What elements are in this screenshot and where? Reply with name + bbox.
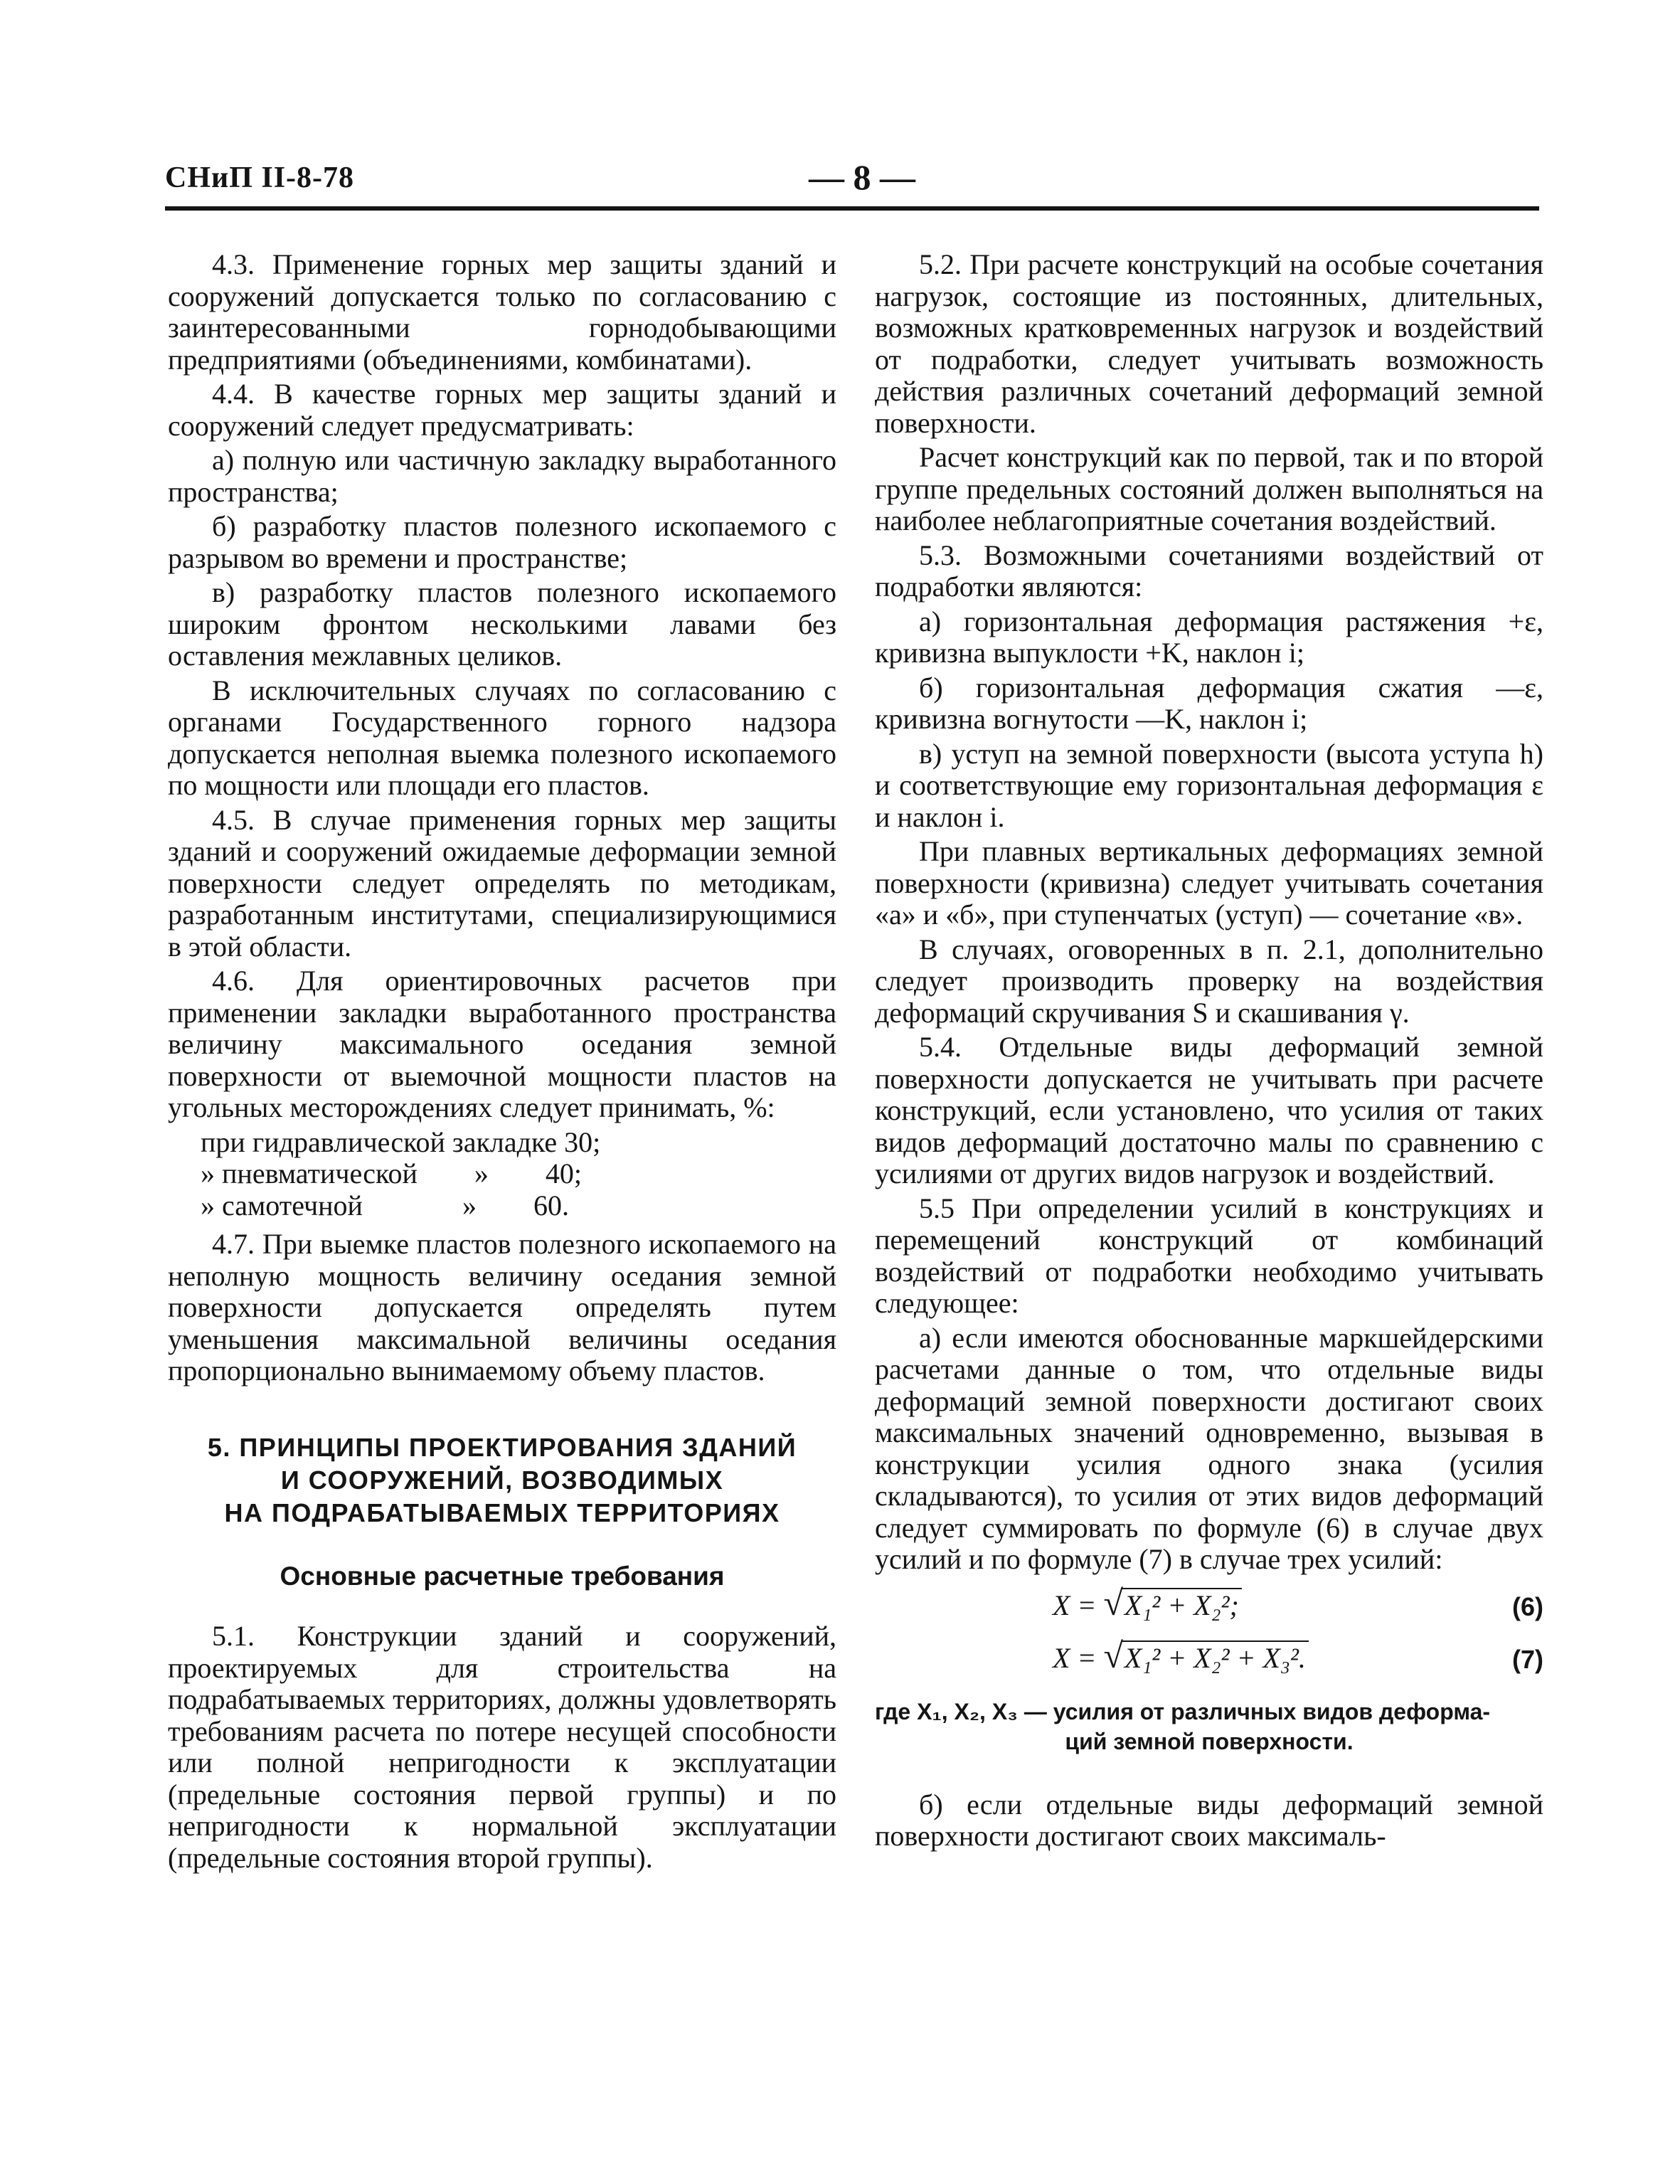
- paragraph-4-4-b: б) разработку пластов полезного ископаемого с разрывом во времени и пространстве;: [168, 510, 836, 574]
- paragraph-4-3: 4.3. Применение горных мер защиты зданий и сооружений допускается только по согласованию с заинтересованными горнодобывающими предприятиями (объединениями, комбинатами).: [168, 248, 836, 376]
- paragraph-5-5: 5.5 При определении усилий в конструкциях и перемещений конструкций от комбинаций воздействий от подработки необходимо учитывать следующее:: [875, 1192, 1543, 1319]
- radical-icon: √: [1103, 1582, 1123, 1623]
- page-number: — 8 —: [809, 157, 915, 197]
- formula-7-radicand: X₁² + X₂² + X₃².: [1122, 1640, 1309, 1674]
- paragraph-4-4-exception: В исключительных случаях по согласованию с органами Государственного горного надзора допускается неполная выемка полезного ископаемого по мощности или площади его пластов.: [168, 674, 836, 801]
- radical-icon: √: [1103, 1635, 1123, 1675]
- section-title-line-2: И СООРУЖЕНИЙ, ВОЗВОДИМЫХ: [280, 1465, 724, 1495]
- formula-6-number: (6): [1512, 1591, 1543, 1621]
- paragraph-4-4-v: в) разработку пластов полезного ископаемого широким фронтом несколькими лавами без оставления межлавных целиков.: [168, 576, 836, 672]
- paragraph-5-3-a: а) горизонтальная деформация растяжения +ε, кривизна выпуклости +K, наклон i;: [875, 605, 1543, 669]
- list-item-gravity: » самотечной » 60.: [201, 1189, 569, 1221]
- paragraph-5-5-a: а) если имеются обоснованные маркшейдерскими расчетами данные о том, что отдельные виды деформаций земной поверхности достигают своих максимальных значений одновременно, вызывая в конструкции усилия одного знака (усилия складываются), то усилия от этих видов деформаций следует суммировать по формуле (6) в случае двух усилий и по формуле (7) в случае трех усилий:: [875, 1321, 1543, 1575]
- formula-7-expression: [1053, 1635, 1309, 1675]
- paragraph-5-5-b: б) если отдельные виды деформаций земной поверхности достигают своих максималь-: [875, 1788, 1543, 1852]
- section-title: [168, 1431, 836, 1530]
- left-column: [168, 249, 836, 1877]
- paragraph-4-6: 4.6. Для ориентировочных расчетов при применении закладки выработанного пространства величину максимального оседания земной поверхности от выемочной мощности пластов на угольных месторождениях следует принимать, %:: [168, 965, 836, 1123]
- paragraph-5-2: 5.2. При расчете конструкций на особые сочетания нагрузок, состоящие из постоянных, длительных, возможных кратковременных нагрузок и воздействий от подработки, следует учитывать возможность действия различных сочетаний деформаций земной поверхности.: [875, 248, 1543, 439]
- paragraph-5-3-b: б) горизонтальная деформация сжатия —ε, кривизна вогнутости —K, наклон i;: [875, 671, 1543, 735]
- formula-6-radicand: X₁² + X₂²;: [1122, 1588, 1242, 1621]
- formula-6-lhs: X =: [1053, 1589, 1104, 1621]
- document-code: СНиП II-8-78: [165, 161, 355, 194]
- paragraph-4-4: 4.4. В качестве горных мер защиты зданий и сооружений следует предусматривать:: [168, 378, 836, 442]
- right-column: [875, 249, 1543, 1855]
- formula-legend: [875, 1697, 1543, 1756]
- section-title-line-1: 5. ПРИНЦИПЫ ПРОЕКТИРОВАНИЯ ЗДАНИЙ: [207, 1432, 797, 1462]
- paragraph-5-4: 5.4. Отдельные виды деформаций земной поверхности допускается не учитывать при расчете конструкций, если установлено, что усилия от таких видов деформаций достаточно малы по сравнению с усилиями от других видов нагрузок и воздействий.: [875, 1031, 1543, 1189]
- paragraph-4-7: 4.7. При выемке пластов полезного ископаемого на неполную мощность величину оседания земной поверхности допускается определять путем уменьшения максимальной величины оседания пропорционально вынимаемому объему пластов.: [168, 1228, 836, 1387]
- paragraph-5-1: 5.1. Конструкции зданий и сооружений, проектируемых для строительства на подрабатываемых территориях, должны удовлетворять требованиям расчета по потере несущей способности или полной непригодности к эксплуатации (предельные состояния первой группы) и по непригодности к нормальной эксплуатации (предельные состояния второй группы).: [168, 1620, 836, 1874]
- formula-7-lhs: X =: [1053, 1641, 1104, 1674]
- list-item-hydraulic: при гидравлической закладке 30;: [201, 1125, 601, 1158]
- formula-6-expression: [1053, 1582, 1242, 1623]
- paragraph-4-4-a: а) полную или частичную закладку выработанного пространства;: [168, 444, 836, 508]
- paragraph-5-3-smooth: При плавных вертикальных деформациях земной поверхности (кривизна) следует учитывать сочетания «а» и «б», при ступенчатых (уступ) — сочетание «в».: [875, 835, 1543, 931]
- section-title-line-3: НА ПОДРАБАТЫВАЕМЫХ ТЕРРИТОРИЯХ: [224, 1497, 780, 1527]
- paragraph-4-5: 4.5. В случае применения горных мер защиты зданий и сооружений ожидаемые деформации земной поверхности следует определять по методикам, разработанным институтами, специализирующимися в этой области.: [168, 803, 836, 963]
- formula-6: [875, 1579, 1543, 1631]
- list-item-pneumatic: » пневматической » 40;: [201, 1157, 582, 1189]
- paragraph-5-3-v: в) уступ на земной поверхности (высота уступа h) и соответствующие ему горизонтальная деформация ε и наклон i.: [875, 737, 1543, 833]
- header-rule: [165, 206, 1539, 211]
- paragraph-5-3: 5.3. Возможными сочетаниями воздействий от подработки являются:: [875, 539, 1543, 603]
- subsection-title: Основные расчетные требования: [280, 1561, 725, 1591]
- formula-legend-line-1: где X₁, X₂, X₃ — усилия от различных видов деформа-: [875, 1698, 1491, 1724]
- page-header: [165, 157, 1539, 211]
- formula-legend-line-2: ций земной поверхности.: [1065, 1728, 1354, 1754]
- formula-7: [875, 1631, 1543, 1684]
- formula-7-number: (7): [1512, 1644, 1543, 1674]
- paragraph-5-3-cases: В случаях, оговоренных в п. 2.1, дополнительно следует производить проверку на воздействия деформаций скручивания S и скашивания γ.: [875, 933, 1543, 1029]
- paragraph-5-2-calc: Расчет конструкций как по первой, так и по второй группе предельных состояний должен выполняться на наиболее неблагоприятные сочетания воздействий.: [875, 441, 1543, 536]
